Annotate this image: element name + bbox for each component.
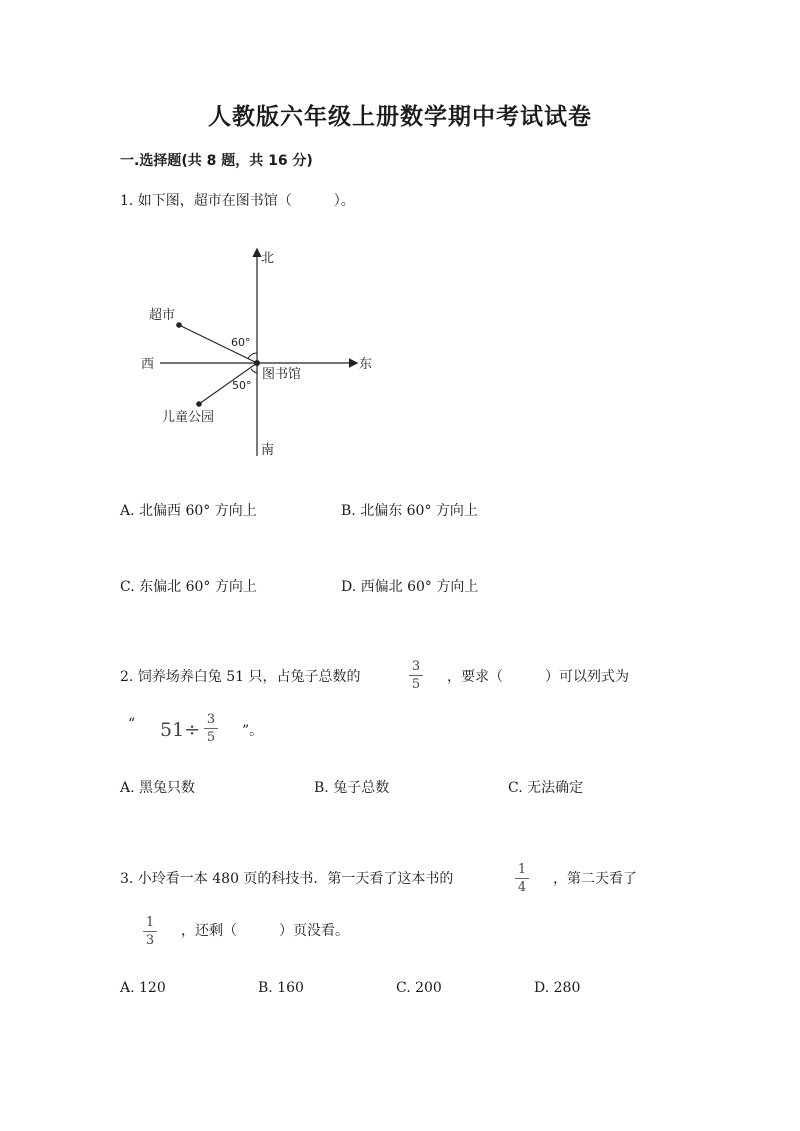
question-3-text-c: ，还剩（ ）页没看。 — [181, 923, 349, 939]
q3-frac2-denominator: 3 — [145, 933, 155, 948]
east-label: 东 — [359, 357, 373, 372]
angle-50-label: 50° — [232, 379, 252, 392]
question-3-text-a: 3. 小玲看一本 480 页的科技书．第一天看了这本书的 — [120, 871, 454, 887]
q1-option-d[interactable]: D. 西偏北 60° 方向上 — [341, 579, 479, 595]
question-1-text: 1. 如下图，超市在图书馆（ ）。 — [120, 193, 355, 209]
q3-frac1-bar — [515, 878, 529, 879]
page-title: 人教版六年级上册数学期中考试试卷 — [208, 103, 592, 130]
question-2-text-a: 2. 饲养场养白兔 51 只，占兔子总数的 — [120, 669, 361, 685]
angle-arc-50 — [251, 369, 257, 373]
q2-quote-close: ”。 — [242, 723, 264, 739]
angle-arc-60 — [248, 353, 257, 359]
q2-expr-numerator: 3 — [206, 712, 216, 727]
west-label: 西 — [141, 357, 155, 372]
q1-option-c[interactable]: C. 东偏北 60° 方向上 — [120, 579, 257, 595]
park-label: 儿童公园 — [162, 410, 215, 425]
library-label: 图书馆 — [262, 367, 302, 382]
q2-fraction — [406, 659, 426, 692]
q3-frac2-numerator: 1 — [145, 915, 155, 930]
q3-frac1-numerator: 1 — [517, 862, 527, 877]
supermarket-label: 超市 — [149, 308, 176, 323]
q2-expr-bar — [204, 728, 218, 729]
q1-option-a[interactable]: A. 北偏西 60° 方向上 — [120, 503, 257, 519]
south-label: 南 — [261, 443, 275, 458]
north-label: 北 — [261, 251, 275, 266]
q2-fraction-bar — [409, 675, 423, 676]
question-3-text-b: ，第二天看了 — [553, 871, 637, 887]
q2-option-b[interactable]: B. 兔子总数 — [314, 780, 390, 796]
q3-frac2-bar — [143, 931, 157, 932]
q3-option-c[interactable]: C. 200 — [396, 980, 442, 996]
compass-diagram — [130, 240, 390, 465]
q2-fraction-denominator: 5 — [411, 677, 421, 692]
q2-option-a[interactable]: A. 黑兔只数 — [120, 780, 196, 796]
q2-expression: 51÷ — [160, 719, 201, 741]
q3-option-d[interactable]: D. 280 — [534, 980, 581, 996]
question-2-text-b: ，要求（ ）可以列式为 — [447, 669, 629, 685]
q3-fraction-2 — [140, 915, 160, 948]
q2-expression-fraction — [201, 712, 221, 745]
q3-frac1-denominator: 4 — [517, 880, 527, 895]
park-point — [196, 401, 202, 407]
q3-option-b[interactable]: B. 160 — [258, 980, 304, 996]
angle-60-label: 60° — [231, 336, 251, 349]
q3-fraction-1 — [512, 862, 532, 895]
q2-option-c[interactable]: C. 无法确定 — [508, 780, 584, 796]
q2-fraction-numerator: 3 — [411, 659, 421, 674]
q1-option-b[interactable]: B. 北偏东 60° 方向上 — [341, 503, 478, 519]
q3-option-a[interactable]: A. 120 — [120, 980, 166, 996]
q2-expr-denominator: 5 — [206, 730, 216, 745]
section-heading: 一.选择题(共 8 题，共 16 分) — [120, 153, 313, 169]
library-point — [254, 360, 260, 366]
q2-quote-open: “ — [128, 716, 136, 732]
supermarket-point — [176, 322, 182, 328]
